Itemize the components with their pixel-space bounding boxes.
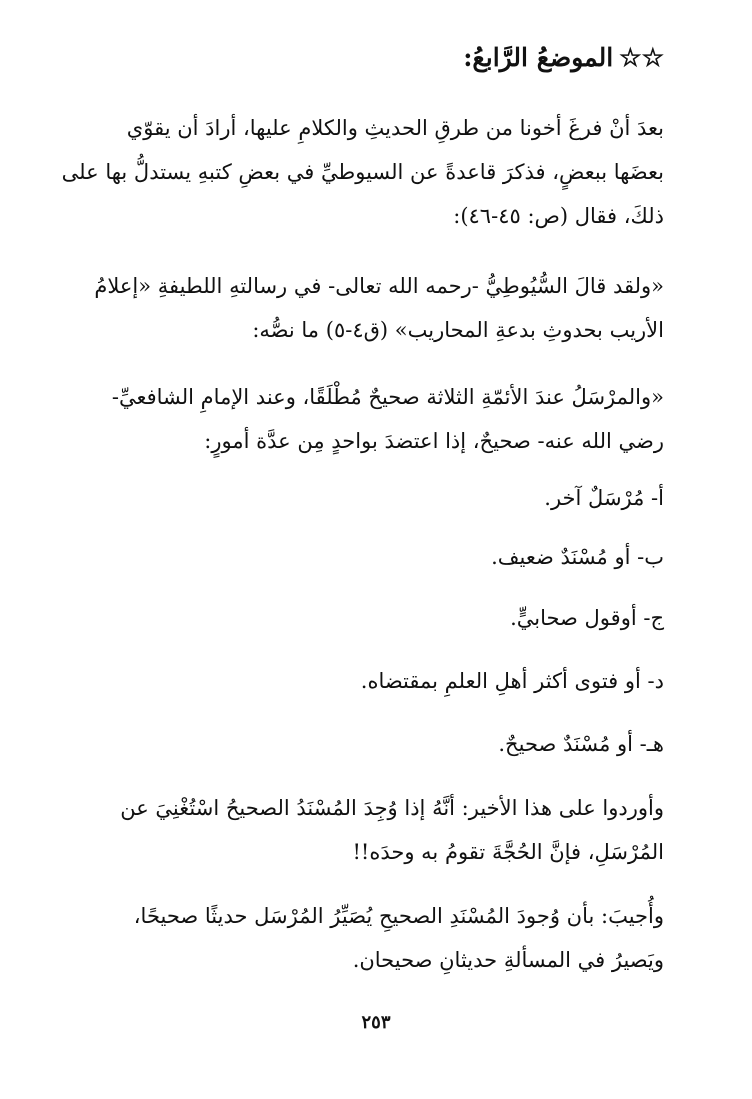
list-item: هـ- أو مُسْنَدٌ صحيحٌ. [498, 732, 664, 756]
paragraph-intro [61, 106, 664, 238]
section-heading [88, 38, 664, 78]
section-heading-title: الموضعُ الرَّابعُ: [463, 43, 614, 72]
paragraph-objection [86, 786, 664, 874]
paragraph-line: المُرْسَلِ، فإنَّ الحُجَّةَ تقومُ به وحدَه!! [352, 840, 664, 864]
paragraph-line: الأريب بحدوثِ بدعةِ المحاريب» (ق٤-٥) ما نصُّه: [252, 318, 664, 342]
paragraph-quote-suyuti [86, 264, 664, 352]
paragraph-line: رضي الله عنه- صحيحٌ، إذا اعتضدَ بواحدٍ مِن عدَّة أمورٍ: [204, 429, 664, 453]
paragraph-line: ويَصيرُ في المسألةِ حديثانِ صحيحان. [352, 948, 664, 972]
paragraph-line: بعضَها ببعضٍ، فذكرَ قاعدةً عن السيوطيِّ في بعضِ كتبهِ يستدلُّ بها على [61, 160, 664, 184]
paragraph-line: ذلكَ، فقال (ص: ٤٥-٤٦): [453, 204, 664, 228]
list-item: أ- مُرْسَلٌ آخر. [544, 486, 664, 510]
paragraph-response [86, 894, 664, 982]
list-item: ب- أو مُسْنَدٌ ضعيف. [491, 545, 664, 569]
paragraph-line: بعدَ أنْ فرغَ أخونا من طرقِ الحديثِ والكلامِ عليها، أرادَ أن يقوّي [126, 116, 664, 140]
list-item: ج- أوقول صحابيٍّ. [510, 606, 664, 630]
page-number: ٢٥٣ [361, 1012, 391, 1033]
paragraph-line: وأوردوا على هذا الأخير: أنَّهُ إذا وُجِدَ المُسْنَدُ الصحيحُ اسْتُغْنِيَ عن [120, 796, 664, 820]
paragraph-line: وأُجيبَ: بأن وُجودَ المُسْنَدِ الصحيحِ يُصَيِّرُ المُرْسَل حديثًا صحيحًا، [133, 904, 664, 928]
paragraph-line: «والمرْسَلُ عندَ الأئمّةِ الثلاثة صحيحٌ مُطْلَقًا، وعند الإمامِ الشافعيِّ- [111, 385, 664, 409]
list-item: د- أو فتوى أكثر أهلِ العلمِ بمقتضاه. [360, 669, 664, 693]
paragraph-mursal-rule [86, 375, 664, 463]
star-icon: ☆☆ [619, 43, 664, 72]
paragraph-line: «ولقد قالَ السُّيُوطِيُّ -رحمه الله تعالى- في رسالتهِ اللطيفةِ «إعلامُ [94, 274, 664, 298]
